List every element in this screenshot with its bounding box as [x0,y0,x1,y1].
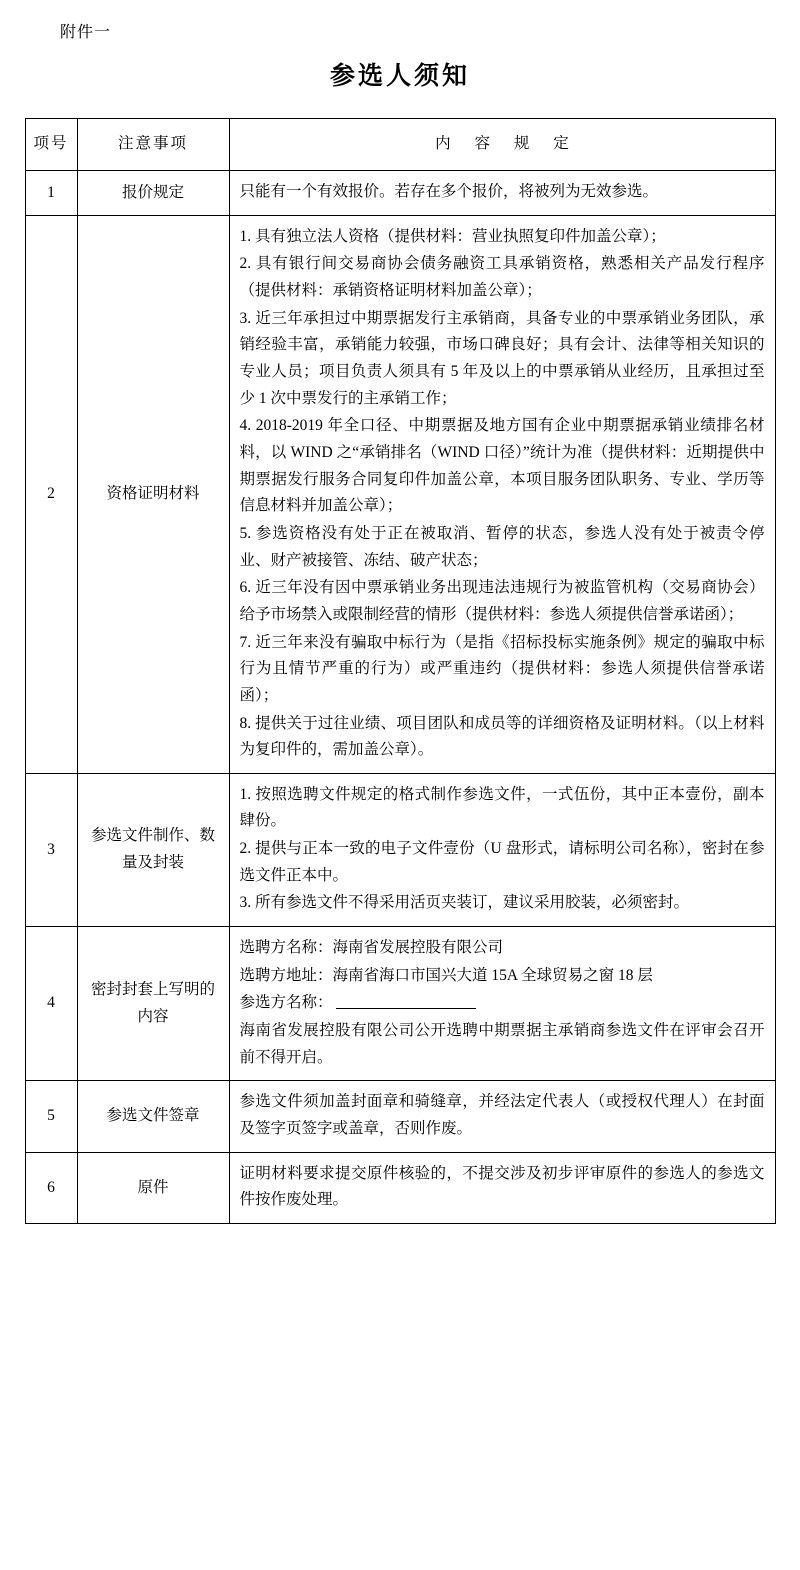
row-item-label: 资格证明材料 [77,215,229,773]
row-number: 6 [25,1152,77,1223]
row-content [229,215,775,773]
content-paragraph: 海南省发展控股有限公司公开选聘中期票据主承销商参选文件在评审会召开前不得开启。 [239,1022,765,1066]
content-paragraph: 只能有一个有效报价。若存在多个报价，将被列为无效参选。 [239,183,659,201]
content-paragraph: 选聘方名称：海南省发展控股有限公司 [239,939,504,957]
content-paragraph: 参选文件须加盖封面章和骑缝章，并经法定代表人（或授权代理人）在封面及签字页签字或盖章，否则作废。 [239,1093,765,1138]
row-number: 4 [25,927,77,1081]
content-paragraph: 证明材料要求提交原件核验的，不提交涉及初步评审原件的参选人的参选文件按作废处理。 [239,1164,765,1209]
row-number: 3 [25,773,77,926]
table-row [25,773,775,926]
table-row [25,1152,775,1223]
content-paragraph: 3. 近三年承担过中期票据发行主承销商，具备专业的中票承销业务团队，承销经验丰富，承销能力较强，市场口碑良好；具有会计、法律等相关知识的专业人员；项目负责人须具有 5 年及以上的中票承销从业经历，且承担过至少 1 次中票发行的主承销工作； [239,309,765,407]
row-item-label: 报价规定 [77,171,229,216]
content-paragraph: 7. 近三年来没有骗取中标行为（是指《招标投标实施条例》规定的骗取中标行为且情节严重的行为）或严重违约（提供材料：参选人须提供信誉承诺函）； [239,633,765,704]
row-item-label: 参选文件制作、数量及封装 [77,773,229,926]
attachment-label: 附件一 [60,24,112,41]
row-item-label: 参选文件签章 [77,1081,229,1152]
table-row [25,171,775,216]
table-body [25,171,775,1224]
row-content [229,927,775,1081]
content-paragraph: 3. 所有参选文件不得采用活页夹装订，建议采用胶装，必须密封。 [239,894,690,912]
header-cell-num: 项号 [25,119,77,171]
content-paragraph: 1. 具有独立法人资格（提供材料：营业执照复印件加盖公章）； [239,227,666,245]
row-number: 1 [25,171,77,216]
participant-name-blank [336,993,476,1010]
row-item-label: 原件 [77,1152,229,1223]
content-paragraph: 8. 提供关于过往业绩、项目团队和成员等的详细资格及证明材料。（以上材料为复印件的，需加盖公章）。 [239,714,765,759]
row-number: 5 [25,1081,77,1152]
header-cell-item: 注意事项 [77,119,229,171]
content-paragraph: 1. 按照选聘文件规定的格式制作参选文件，一式伍份，其中正本壹份，副本肆份。 [239,785,765,830]
participant-name-label: 参选方名称： [239,994,333,1012]
row-content [229,1081,775,1152]
content-paragraph: 5. 参选资格没有处于正在被取消、暂停的状态，参选人没有处于被责令停业、财产被接管、冻结、破产状态； [239,524,765,569]
table-row [25,1081,775,1152]
row-item-label: 密封封套上写明的内容 [77,927,229,1081]
row-content [229,773,775,926]
content-paragraph: 6. 近三年没有因中票承销业务出现违法违规行为被监管机构（交易商协会）给予市场禁入或限制经营的情形（提供材料：参选人须提供信誉承诺函）； [239,579,765,623]
content-paragraph: 选聘方地址：海南省海口市国兴大道 15A 全球贸易之窗 18 层 [239,966,653,984]
table-row [25,927,775,1081]
row-number: 2 [25,215,77,773]
table-row [25,215,775,773]
table-header [25,119,775,171]
content-paragraph: 2. 提供与正本一致的电子文件壹份（U 盘形式，请标明公司名称），密封在参选文件正本中。 [239,840,765,884]
notice-table [25,118,776,1224]
table-header-row [25,119,775,171]
row-content [229,1152,775,1223]
header-cell-content: 内 容 规 定 [229,119,775,171]
content-paragraph: 2. 具有银行间交易商协会债务融资工具承销资格，熟悉相关产品发行程序（提供材料：承销资格证明材料加盖公章）； [239,255,765,300]
content-paragraph: 4. 2018-2019 年全口径、中期票据及地方国有企业中期票据承销业绩排名材料，以 WIND 之“承销排名（WIND 口径）”统计为准（提供材料：近期提供中期票据发行服务合同复印件加盖公章，本项目服务团队职务、专业、学历等信息材料并加盖公章）； [239,417,765,515]
page-title: 参选人须知 [329,63,470,91]
content-paragraph-with-blank [240,990,765,1017]
row-content [229,171,775,216]
